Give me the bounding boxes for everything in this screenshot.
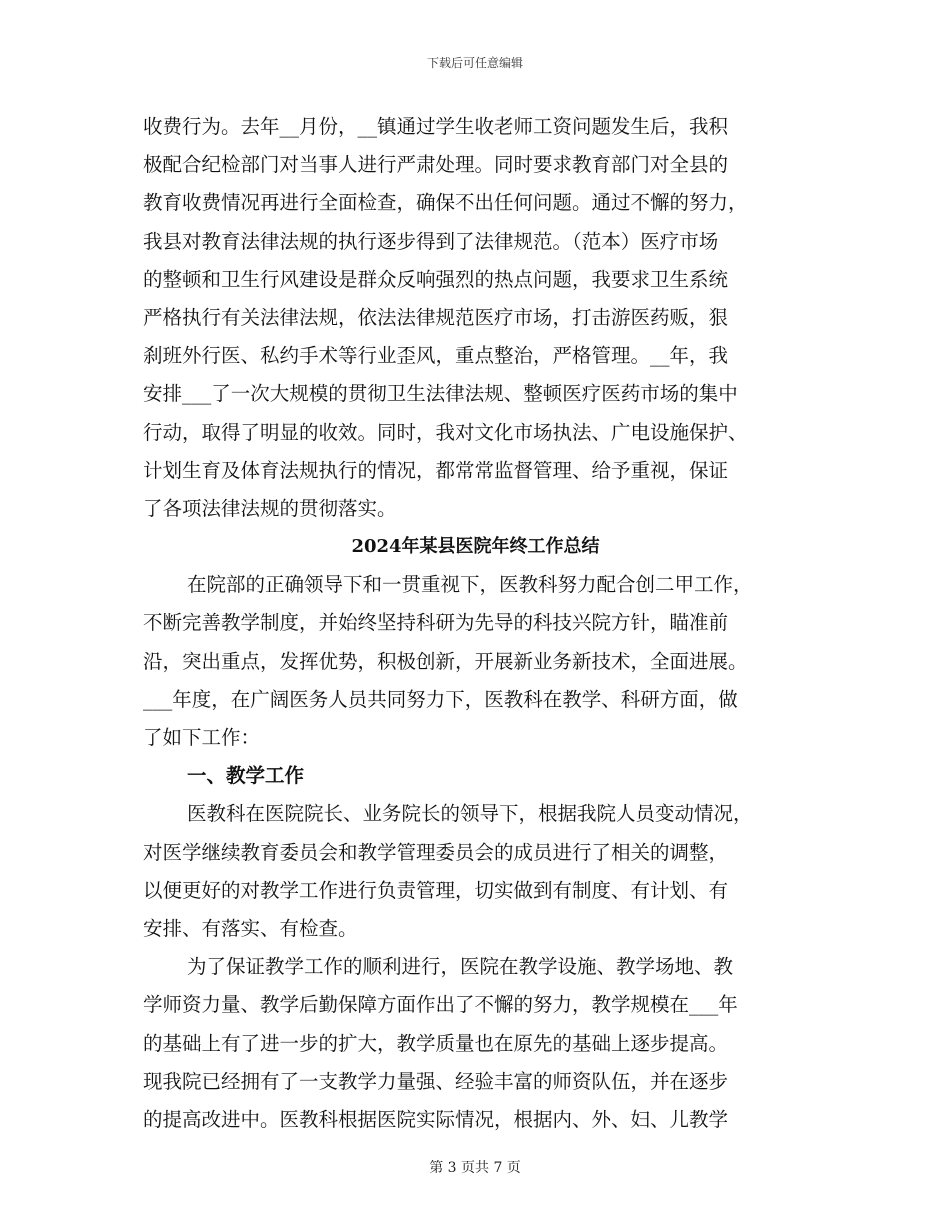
- page-footer: 第 3 页共 7 页: [429, 1160, 521, 1176]
- body-line: 现我院已经拥有了一支教学力量强、经验丰富的师资队伍，并在逐步: [143, 1069, 729, 1093]
- body-line: 的整顿和卫生行风建设是群众反响强烈的热点问题，我要求卫生系统: [143, 267, 729, 291]
- body-line: 学师资力量、教学后勤保障方面作出了不懈的努力，教学规模在___年: [143, 993, 738, 1017]
- body-line: 对医学继续教育委员会和教学管理委员会的成员进行了相关的调整，: [143, 840, 729, 864]
- section-title: 2024年某县医院年终工作总结: [351, 536, 600, 558]
- paragraph-first-line: 在院部的正确领导下和一贯重视下，医教科努力配合创二甲工作，: [187, 573, 753, 597]
- body-line: ___年度，在广阔医务人员共同努力下，医教科在教学、科研方面，做: [143, 687, 738, 711]
- paragraph-first-line: 医教科在医院院长、业务院长的领导下，根据我院人员变动情况，: [187, 802, 753, 826]
- body-line: 不断完善教学制度，并始终坚持科研为先导的科技兴院方针，瞄准前: [143, 611, 729, 635]
- body-line: 了如下工作：: [143, 726, 261, 749]
- page-header: 下载后可任意编辑: [426, 56, 523, 70]
- body-line: 收费行为。去年__月份，__镇通过学生收老师工资问题发生后，我积: [143, 115, 729, 138]
- body-line: 安排、有落实、有检查。: [143, 916, 358, 940]
- body-line: 的提高改进中。医教科根据医院实际情况，根据内、外、妇、儿教学: [143, 1107, 729, 1131]
- body-line: 沿，突出重点，发挥优势，积极创新，开展新业务新技术，全面进展。: [143, 649, 748, 673]
- body-line: 极配合纪检部门对当事人进行严肃处理。同时要求教育部门对全县的: [143, 153, 729, 177]
- body-line: 刹班外行医、私约手术等行业歪风，重点整治，严格管理。__年，我: [143, 344, 729, 368]
- body-line: 计划生育及体育法规执行的情况，都常常监督管理、给予重视，保证: [143, 458, 729, 482]
- body-line: 我县对教育法律法规的执行逐步得到了法律规范。（范本）医疗市场: [143, 229, 719, 253]
- body-line: 安排___了一次大规模的贯彻卫生法律法规、整顿医疗医药市场的集中: [143, 382, 738, 406]
- body-line: 的基础上有了进一步的扩大，教学质量也在原先的基础上逐步提高。: [143, 1031, 729, 1055]
- body-line: 以便更好的对教学工作进行负责管理，切实做到有制度、有计划、有: [143, 878, 729, 902]
- subsection-heading: 一、教学工作: [187, 764, 305, 788]
- body-line: 了各项法律法规的贯彻落实。: [143, 496, 397, 520]
- body-line: 行动，取得了明显的收效。同时，我对文化市场执法、广电设施保护、: [143, 420, 748, 444]
- body-line: 严格执行有关法律法规，依法法律规范医疗市场，打击游医药贩，狠: [143, 305, 729, 329]
- paragraph-first-line: 为了保证教学工作的顺利进行，医院在教学设施、教学场地、教: [187, 955, 734, 979]
- document-body: [143, 108, 808, 1139]
- body-line: 教育收费情况再进行全面检查，确保不出任何问题。通过不懈的努力，: [143, 191, 748, 215]
